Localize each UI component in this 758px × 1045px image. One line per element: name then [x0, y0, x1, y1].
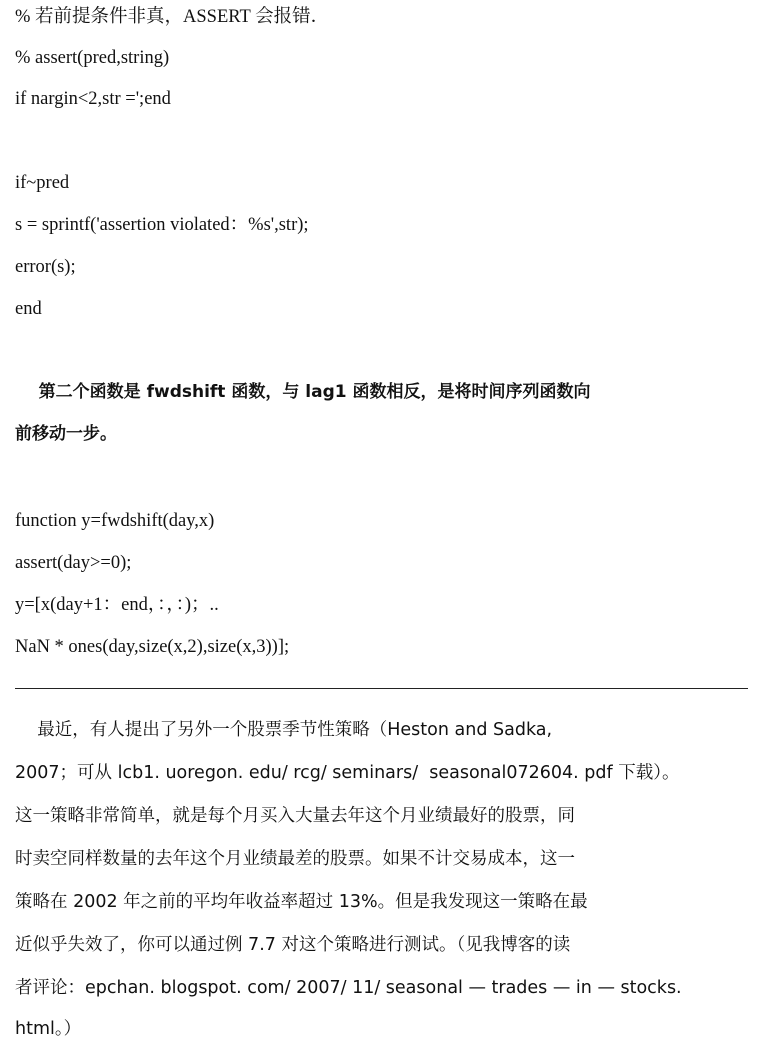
code-line: assert(day>=0); [15, 553, 132, 573]
paragraph-line: 2007；可从 lcb1. uoregon. edu/ rcg/ seminars/ seasonal072604. pdf 下载）。 [15, 763, 680, 783]
code-line: NaN * ones(day,size(x,2),size(x,3))]; [15, 637, 290, 657]
paragraph-line: 这一策略非常简单，就是每个月买入大量去年这个月业绩最好的股票，同 [15, 806, 575, 826]
code-line: function y=fwdshift(day,x) [15, 511, 215, 531]
paragraph-line: 第二个函数是 fwdshift 函数，与 lag1 函数相反，是将时间序列函数向 [15, 382, 591, 402]
code-line: % assert(pred,string) [15, 48, 170, 68]
paragraph-line: 近似乎失效了，你可以通过例 7.7 对这个策略进行测试。（见我博客的读 [15, 935, 571, 955]
code-line: error(s); [15, 257, 76, 277]
paragraph-line: 最近，有人提出了另外一个股票季节性策略（Heston and Sadka, [15, 720, 553, 740]
paragraph-line: html。） [15, 1019, 82, 1039]
code-line: if nargin<2,str =';end [15, 89, 171, 109]
paragraph-line: 者评论：epchan. blogspot. com/ 2007/ 11/ seasonal — trades — in — stocks. [15, 978, 682, 998]
code-line: if~pred [15, 173, 70, 193]
paragraph-line: 时卖空同样数量的去年这个月业绩最差的股票。如果不计交易成本，这一 [15, 849, 575, 869]
code-line: s = sprintf('assertion violated：%s',str); [15, 215, 309, 235]
paragraph-line: 策略在 2002 年之前的平均年收益率超过 13%。但是我发现这一策略在最 [15, 892, 588, 912]
code-line: % 若前提条件非真，ASSERT 会报错． [15, 7, 330, 27]
section-divider [15, 688, 748, 689]
code-line: end [15, 299, 42, 319]
paragraph-line: 前移动一步。 [15, 424, 117, 444]
code-line: y=[x(day+1：end，：，：)；.. [15, 595, 219, 615]
